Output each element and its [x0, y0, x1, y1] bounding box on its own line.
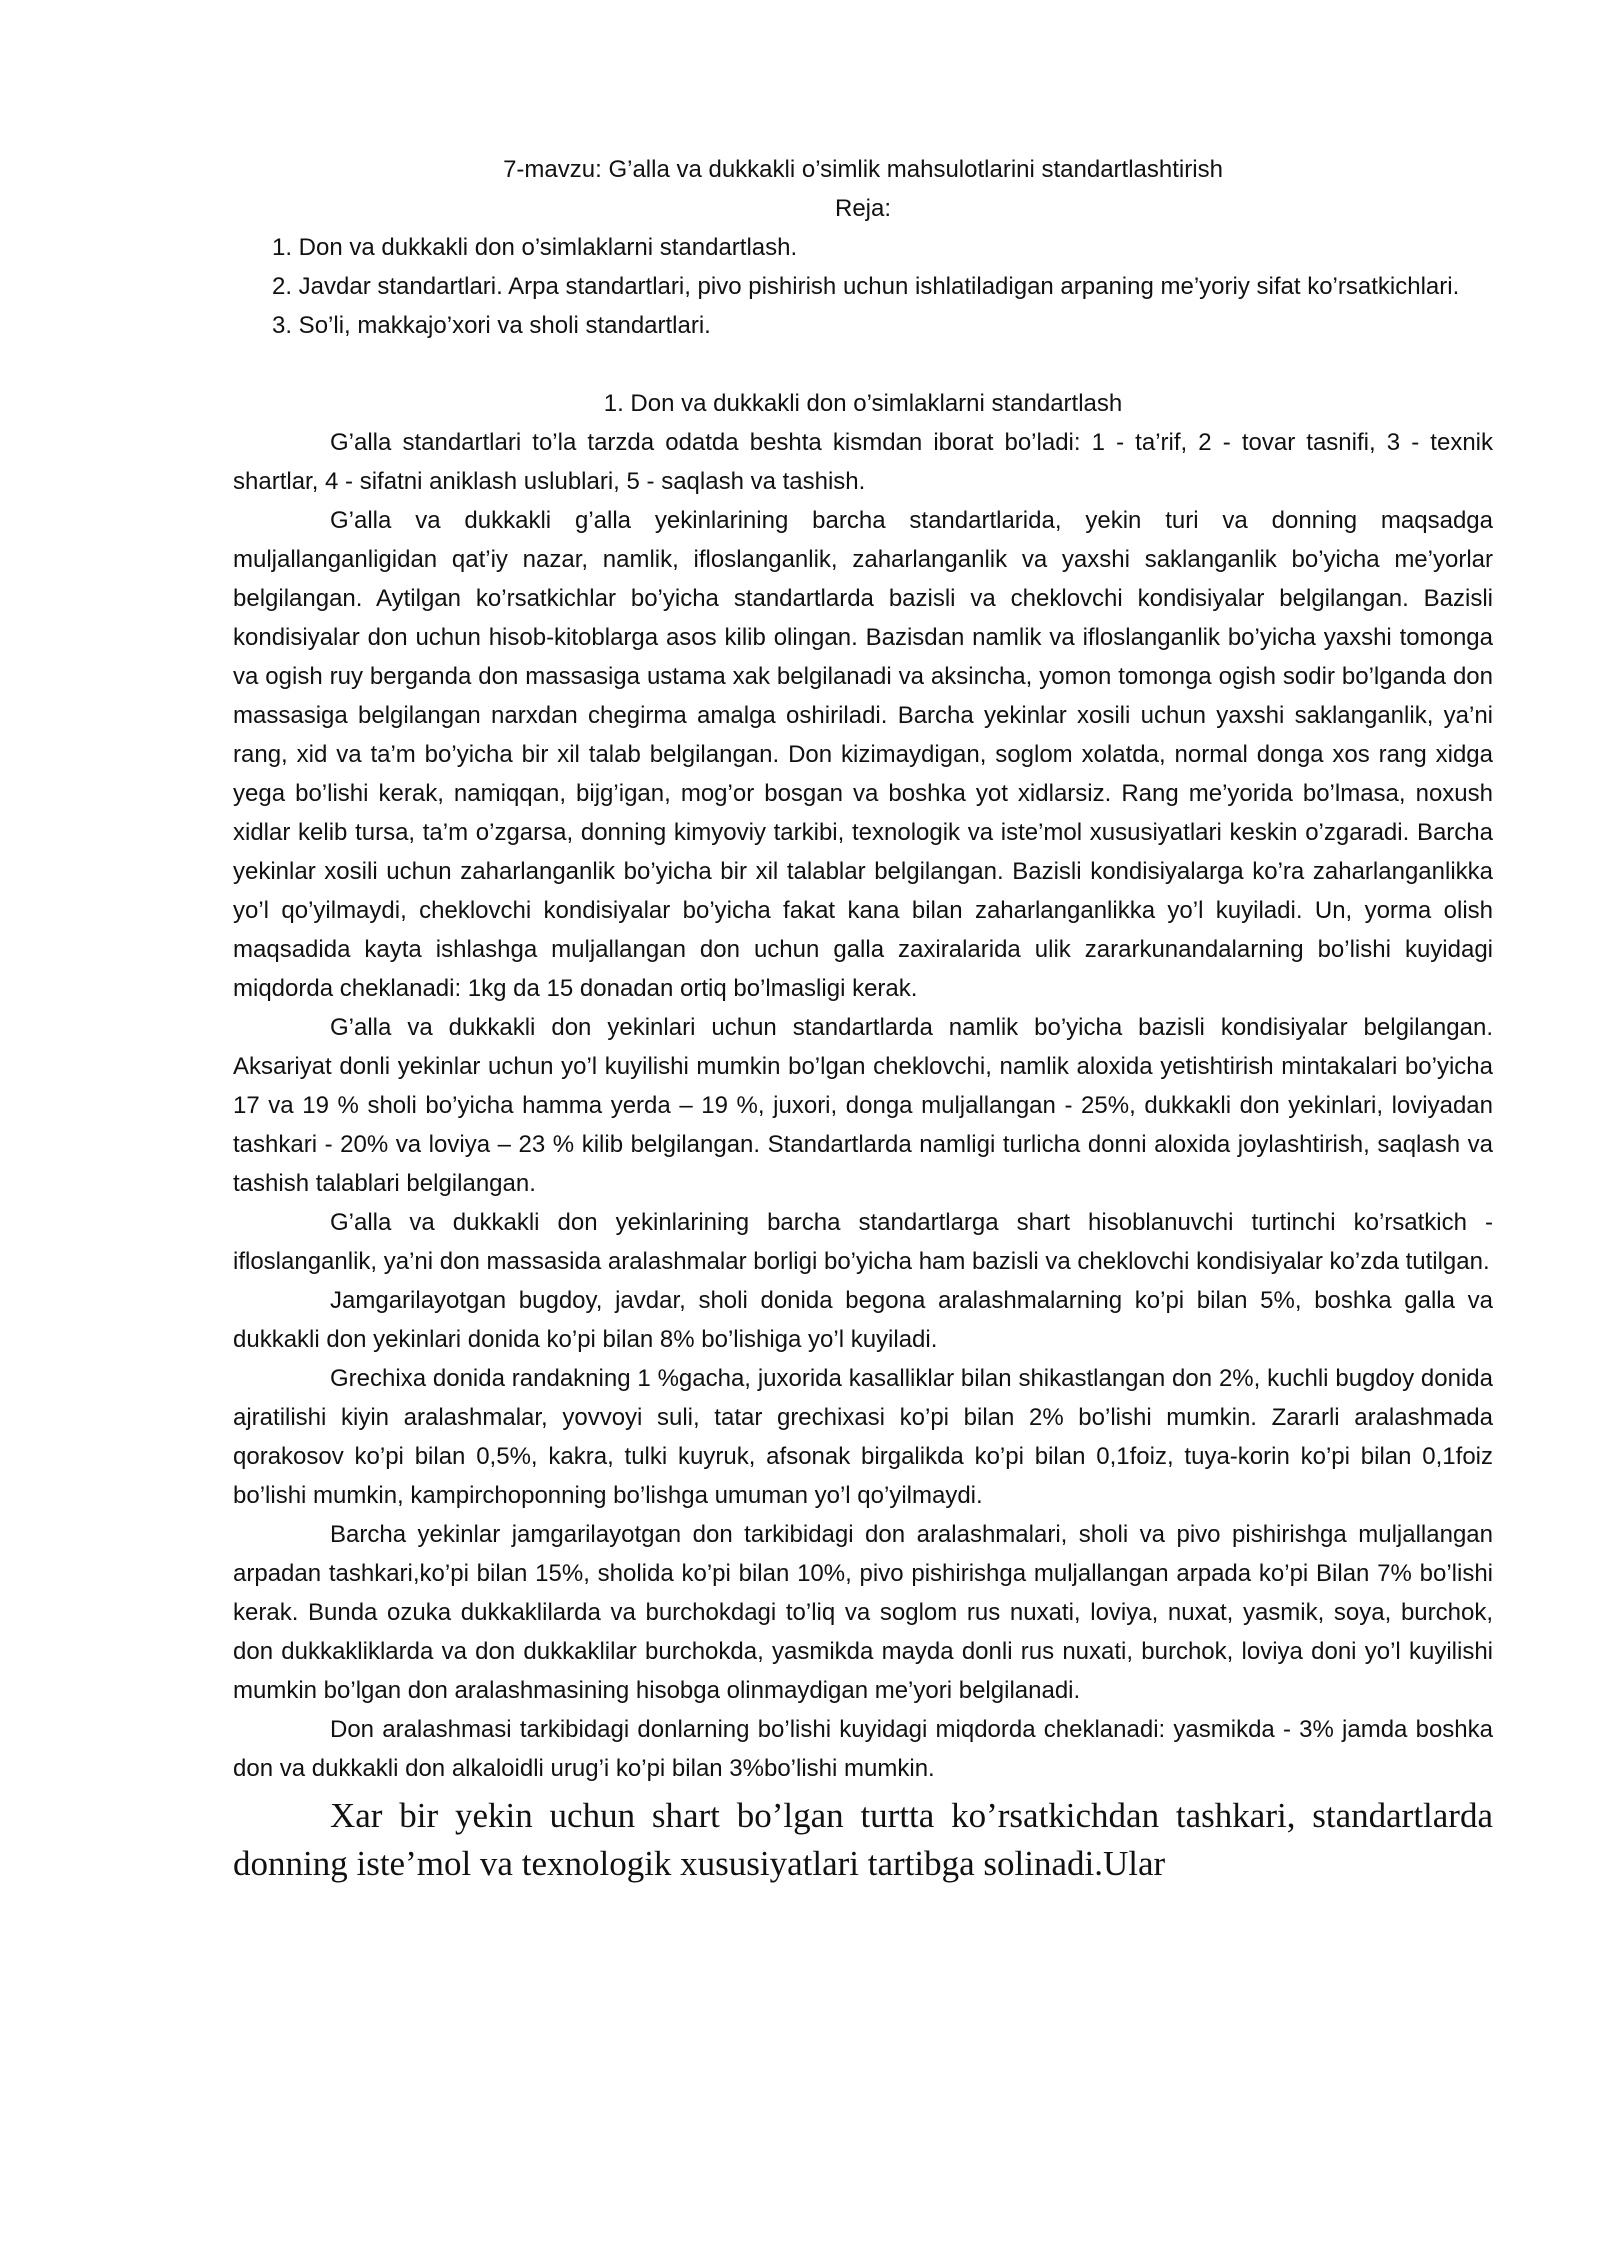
- plan-item: 3. So’li, makkajo’xori va sholi standartlari.: [272, 312, 711, 339]
- spacer: [233, 345, 1493, 384]
- body-paragraph: Jamgarilayotgan bugdoy, javdar, sholi donida begona aralashmalarning ko’pi bilan 5%, boshka galla va dukkakli don yekinlari donida ko’pi bilan 8% bo’lishiga yo’l kuyiladi.: [233, 1287, 1493, 1353]
- plan-item: 2. Javdar standartlari. Arpa standartlari, pivo pishirish uchun ishlatiladigan arpaning me’yoriy sifat ko’rsatkichlari.: [272, 273, 1460, 300]
- body-paragraph: Don aralashmasi tarkibidagi donlarning bo’lishi kuyidagi miqdorda cheklanadi: yasmikda - 3% jamda boshka don va dukkakli don alkaloidli urug’i ko’pi bilan 3%bo’lishi mumkin.: [233, 1716, 1493, 1782]
- body-paragraph: Barcha yekinlar jamgarilayotgan don tarkibidagi don aralashmalari, sholi va pivo pishirishga muljallangan arpadan tashkari,ko’pi bilan 15%, sholida ko’pi bilan 10%, pivo pishirishga muljallangan arpada ko’pi Bilan 7% bo’lishi kerak. Bunda ozuka dukkaklilarda va burchokdagi to’liq va soglom rus nuxati, loviya, nuxat, yasmik, soya, burchok, don dukkakliklarda va don dukkaklilar burchokda, yasmikda mayda donli rus nuxati, burchok, loviya doni yo’l kuyilishi mumkin bo’lgan don aralashmasining hisobga olinmaydigan me’yori belgilanadi.: [233, 1521, 1493, 1704]
- closing-paragraph: Xar bir yekin uchun shart bo’lgan turtta ko’rsatkichdan tashkari, standartlarda donning iste’mol va texnologik xususiyatlari tartibga solinadi.Ular: [233, 1796, 1493, 1883]
- body-paragraph: G’alla va dukkakli don yekinlarining barcha standartlarga shart hisoblanuvchi turtinchi ko’rsatkich - ifloslanganlik, ya’ni don massasida aralashmalar borligi bo’yicha ham bazisli va cheklovchi kondisiyalar ko’zda tutilgan.: [233, 1209, 1493, 1275]
- plan-item: 1. Don va dukkakli don o’simlaklarni standartlash.: [272, 234, 798, 261]
- plan-heading: Reja:: [834, 195, 892, 222]
- section-heading: 1. Don va dukkakli don o’simlaklarni standartlash: [603, 390, 1123, 417]
- page-title: 7-mavzu: G’alla va dukkakli o’simlik mahsulotlarini standartlashtirish: [503, 156, 1223, 183]
- body-paragraph: G’alla standartlari to’la tarzda odatda beshta kismdan iborat bo’ladi: 1 - ta’rif, 2 - tovar tasnifi, 3 - texnik shartlar, 4 - sifatni aniklash uslublari, 5 - saqlash va tashish.: [233, 429, 1493, 495]
- body-paragraph: G’alla va dukkakli don yekinlari uchun standartlarda namlik bo’yicha bazisli kondisiyalar belgilangan. Aksariyat donli yekinlar uchun yo’l kuyilishi mumkin bo’lgan cheklovchi, namlik aloxida yetishtirish mintakalari bo’yicha 17 va 19 % sholi bo’yicha hamma yerda – 19 %, juxori, donga muljallangan - 25%, dukkakli don yekinlari, loviyadan tashkari - 20% va loviya – 23 % kilib belgilangan. Standartlarda namligi turlicha donni aloxida joylashtirish, saqlash va tashish talablari belgilangan.: [233, 1014, 1493, 1197]
- document-content: [233, 150, 1493, 1888]
- body-paragraph: G’alla va dukkakli g’alla yekinlarining barcha standartlarida, yekin turi va donning maqsadga muljallanganligidan qat’iy nazar, namlik, ifloslanganlik, zaharlanganlik va yaxshi saklanganlik bo’yicha me’yorlar belgilangan. Aytilgan ko’rsatkichlar bo’yicha standartlarda bazisli va cheklovchi kondisiyalar belgilangan. Bazisli kondisiyalar don uchun hisob-kitoblarga asos kilib olingan. Bazisdan namlik va ifloslanganlik bo’yicha yaxshi tomonga va ogish ruy berganda don massasiga ustama xak belgilanadi va aksincha, yomon tomonga ogish sodir bo’lganda don massasiga belgilangan narxdan chegirma amalga oshiriladi. Barcha yekinlar xosili uchun yaxshi saklanganlik, ya’ni rang, xid va ta’m bo’yicha bir xil talab belgilangan. Don kizimaydigan, soglom xolatda, normal donga xos rang xidga yega bo’lishi kerak, namiqqan, bijg’igan, mog’or bosgan va boshka yot xidlarsiz. Rang me’yorida bo’lmasa, noxush xidlar kelib tursa, ta’m o’zgarsa, donning kimyoviy tarkibi, texnologik va iste’mol xususiyatlari keskin o’zgaradi. Barcha yekinlar xosili uchun zaharlanganlik bo’yicha bir xil talablar belgilangan. Bazisli kondisiyalarga ko’ra zaharlanganlikka yo’l qo’yilmaydi, cheklovchi kondisiyalar bo’yicha fakat kana bilan zaharlanganlikka yo’l kuyiladi. Un, yorma olish maqsadida kayta ishlashga muljallangan don uchun galla zaxiralarida ulik zararkunandalarning bo’lishi kuyidagi miqdorda cheklanadi: 1kg da 15 donadan ortiq bo’lmasligi kerak.: [233, 507, 1493, 1002]
- body-paragraph: Grechixa donida randakning 1 %gacha, juxorida kasalliklar bilan shikastlangan don 2%, kuchli bugdoy donida ajratilishi kiyin aralashmalar, yovvoyi suli, tatar grechixasi ko’pi bilan 2% bo’lishi mumkin. Zararli aralashmada qorakosov ko’pi bilan 0,5%, kakra, tulki kuyruk, afsonak birgalikda ko’pi bilan 0,1foiz, tuya-korin ko’pi bilan 0,1foiz bo’lishi mumkin, kampirchoponning bo’lishga umuman yo’l qo’yilmaydi.: [233, 1365, 1493, 1509]
- plan-list: [233, 228, 1493, 345]
